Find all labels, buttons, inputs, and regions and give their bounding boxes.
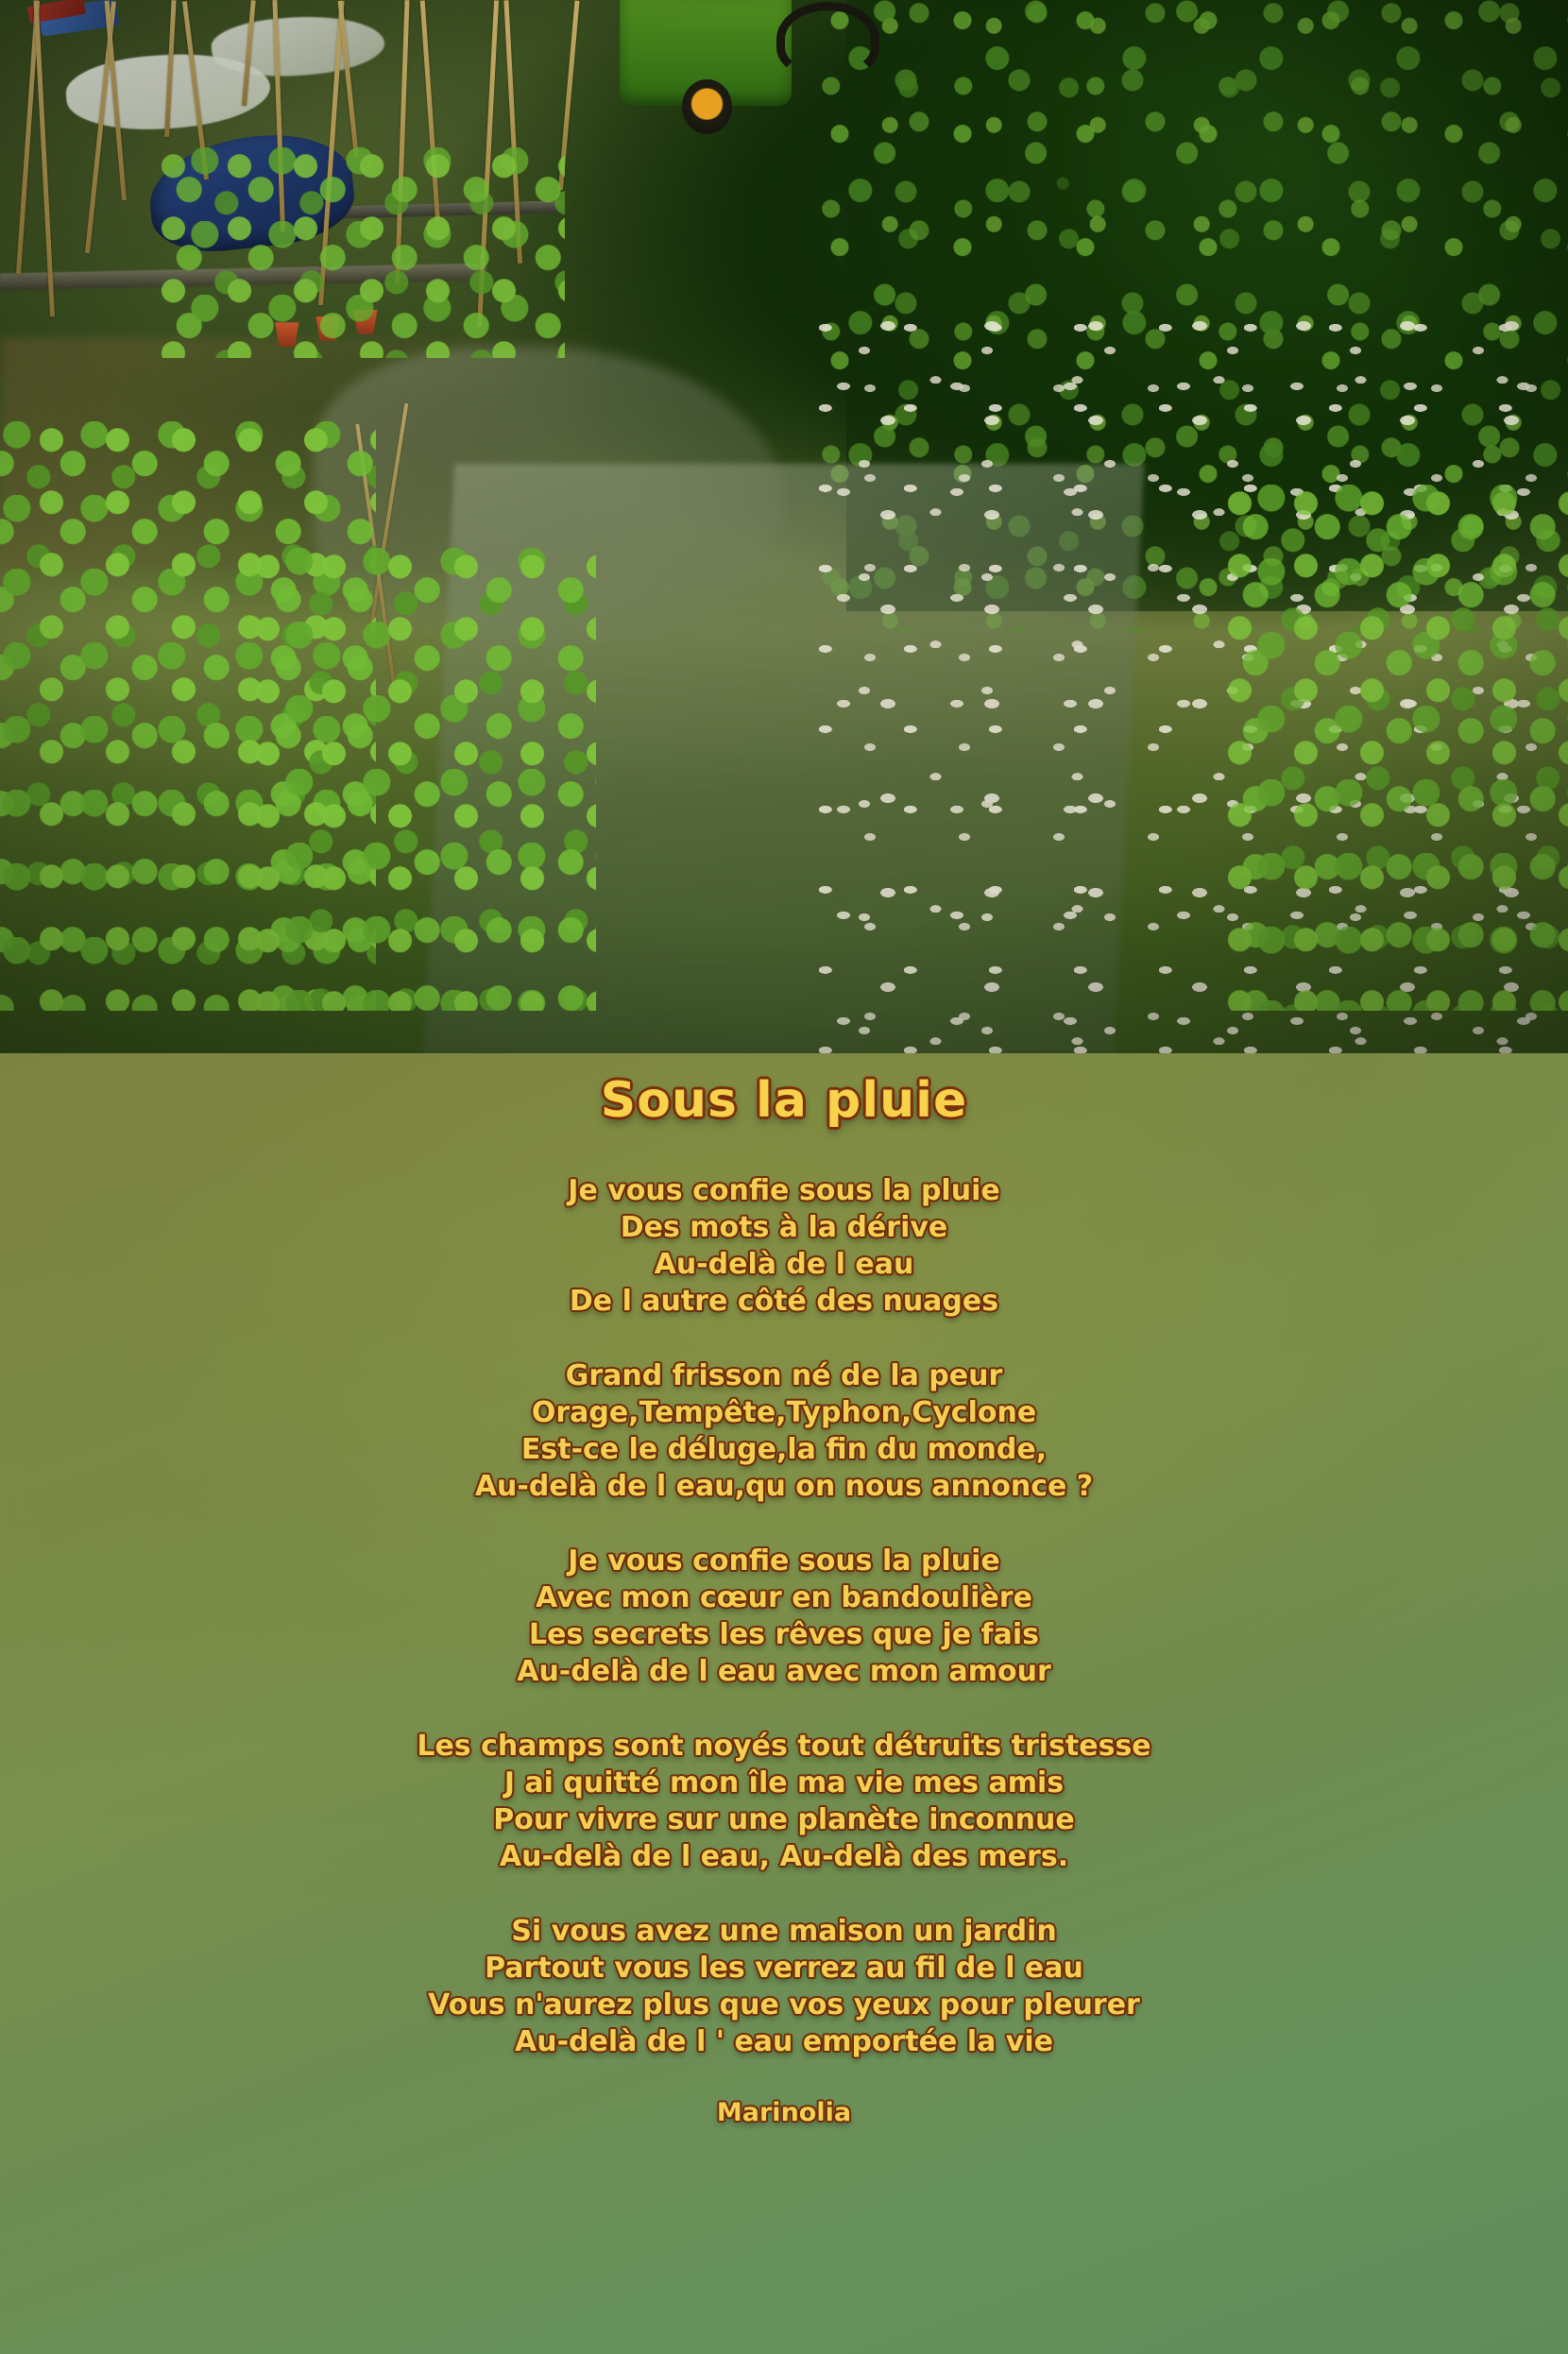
poem-stanza: [0, 1913, 1568, 2060]
poem-line: Vous n'aurez plus que vos yeux pour pleurer: [428, 1988, 1140, 2021]
mid-foliage-bed: [157, 147, 565, 358]
poem-line: Je vous confie sous la pluie: [568, 1174, 1000, 1207]
poem-line: Je vous confie sous la pluie: [568, 1544, 1000, 1578]
foreground-foliage-right: [1223, 485, 1568, 1012]
foreground-foliage-center: [251, 548, 596, 1012]
poem-stanza: [0, 1172, 1568, 1320]
poem-line: Est-ce le déluge,la fin du monde,: [520, 1433, 1048, 1466]
poem-line: Partout vous les verrez au fil de l eau: [485, 1952, 1083, 1985]
poem-line: Pour vivre sur une planète inconnue: [493, 1803, 1075, 1836]
poem-line: Au-delà de l eau avec mon amour: [517, 1655, 1051, 1688]
poem-panel: [0, 1053, 1568, 2354]
poem-line: Au-delà de l ' eau emportée la vie: [515, 2025, 1053, 2058]
poem-line: Les champs sont noyés tout détruits tristesse: [417, 1730, 1151, 1763]
poem-line: J ai quitté mon île ma vie mes amis: [503, 1766, 1065, 1800]
poem-line: Les secrets les rêves que je fais: [529, 1618, 1039, 1651]
wheelbarrow-handle: [776, 2, 879, 77]
poem-line: Orage,Tempête,Typhon,Cyclone: [531, 1396, 1037, 1429]
poem-line: Si vous avez une maison un jardin: [511, 1915, 1057, 1948]
poem-title: Sous la pluie: [600, 1072, 968, 1129]
poem-line: Avec mon cœur en bandoulière: [536, 1581, 1032, 1614]
poem-line: Au-delà de l eau, Au-delà des mers.: [499, 1840, 1069, 1873]
poem-line: De l autre côté des nuages: [569, 1285, 999, 1318]
wheelbarrow-wheel: [682, 79, 732, 134]
poem-line: Grand frisson né de la peur: [565, 1359, 1003, 1392]
poem-line: Au-delà de l eau: [654, 1248, 914, 1281]
poem-line: Des mots à la dérive: [620, 1211, 948, 1244]
garden-photo: [0, 0, 1568, 1053]
poem-body: [0, 1172, 1568, 2127]
poem-author: Marinolia: [716, 2098, 852, 2127]
poem-stanza: [0, 1543, 1568, 1690]
poem-stanza: [0, 1357, 1568, 1505]
poem-line: Au-delà de l eau,qu on nous annonce ?: [474, 1470, 1094, 1503]
poem-stanza: [0, 1728, 1568, 1875]
